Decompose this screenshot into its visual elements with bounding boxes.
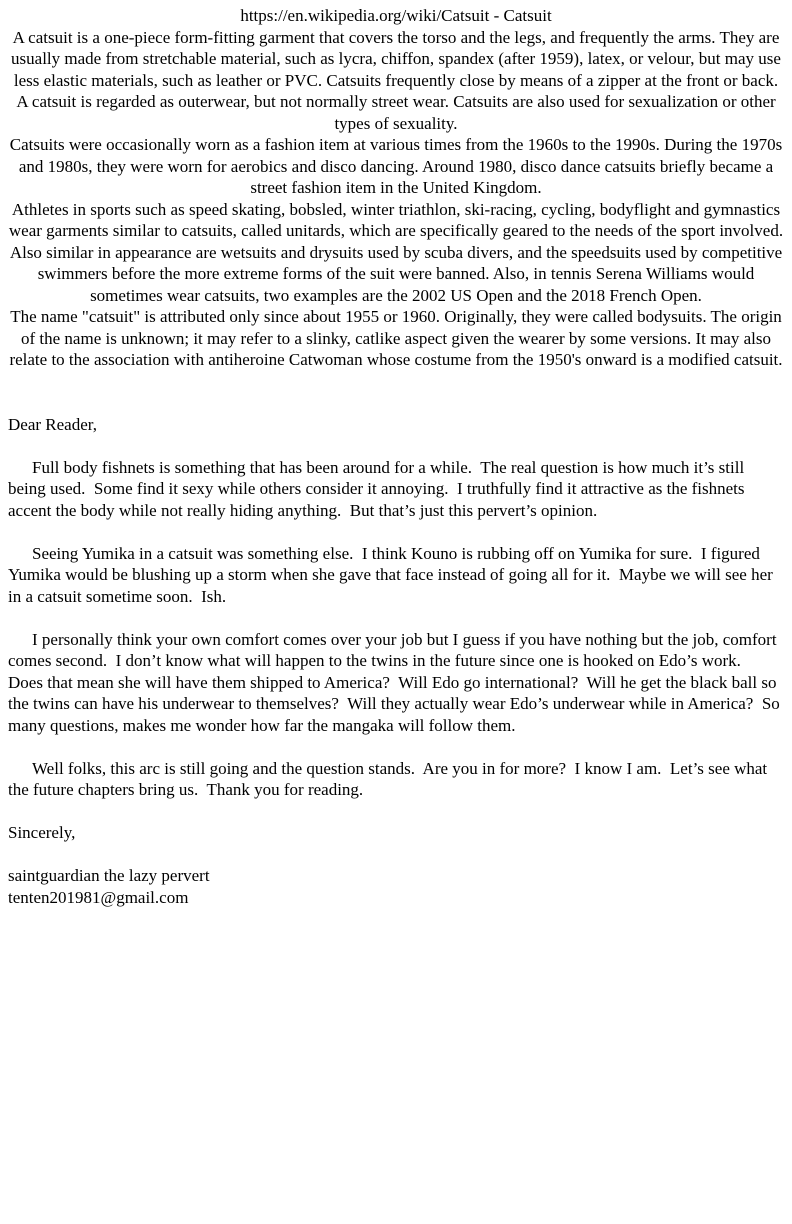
wiki-url-title: https://en.wikipedia.org/wiki/Catsuit - Catsuit [240, 6, 552, 25]
letter-signature-name: saintguardian the lazy pervert [8, 866, 210, 885]
wiki-paragraph-3: Athletes in sports such as speed skating, bobsled, winter triathlon, ski-racing, cycling, bodyflight and gymnastics wear garments similar to catsuits, called unitards, which are specifically geared to the needs of the sport involved. Also similar in appearance are wetsuits and drysuits used by scuba divers, and the speedsuits used by competitive swimmers before the more extreme forms of the suit were banned. Also, in tennis Serena Williams would sometimes wear catsuits, two examples are the 2002 US Open and the 2018 French Open. [8, 199, 784, 305]
letter-paragraph-1: Full body fishnets is something that has been around for a while. The real question is how much it’s still being used. Some find it sexy while others consider it annoying. I truthfully find it attractive as the fishnets accent the body while not really hiding anything. But that’s just this pervert’s opinion. [8, 457, 749, 520]
reader-letter-section [8, 414, 784, 909]
wiki-paragraph-2: Catsuits were occasionally worn as a fashion item at various times from the 1960s to the 1990s. During the 1970s and 1980s, they were worn for aerobics and disco dancing. Around 1980, disco dance catsuits briefly became a street fashion item in the United Kingdom. [9, 135, 783, 197]
wiki-paragraph-4: The name "catsuit" is attributed only since about 1955 or 1960. Originally, they were called bodysuits. The origin of the name is unknown; it may refer to a slinky, catlike aspect given the wearer by some versions. It may also relate to the association with antiheroine Catwoman whose costume from the 1950's onward is a modified catsuit. [9, 307, 783, 369]
letter-signature-email: tenten201981@gmail.com [8, 887, 189, 907]
letter-paragraph-2: Seeing Yumika in a catsuit was something else. I think Kouno is rubbing off on Yumika for sure. I figured Yumika would be blushing up a storm when she gave that face instead of going all for it. Maybe we will see her in a catsuit sometime soon. Ish. [8, 543, 778, 606]
letter-paragraph-3: I personally think your own comfort comes over your job but I guess if you have nothing but the job, comfort comes second. I don’t know what will happen to the twins in the future since one is hooked on Edo’s work. Does that mean she will have them shipped to America? Will Edo go international? Will he get the black ball so the twins can have his underwear to themselves? Will they actually wear Edo’s underwear while in America? So many questions, makes me wonder how far the mangaka will follow them. [8, 629, 785, 735]
letter-salutation: Dear Reader, [8, 414, 97, 434]
letter-closing: Sincerely, [8, 823, 76, 842]
wiki-excerpt-section [8, 5, 784, 371]
letter-paragraph-4: Well folks, this arc is still going and the question stands. Are you in for more? I know I am. Let’s see what the future chapters bring us. Thank you for reading. [8, 758, 772, 799]
wiki-paragraph-1: A catsuit is a one-piece form-fitting garment that covers the torso and the legs, and frequently the arms. They are usually made from stretchable material, such as lycra, chiffon, spandex (after 1959), latex, or velour, but may use less elastic materials, such as leather or PVC. Catsuits frequently close by means of a zipper at the front or back. A catsuit is regarded as outerwear, but not normally street wear. Catsuits are also used for sexualization or other types of sexuality. [11, 27, 781, 133]
